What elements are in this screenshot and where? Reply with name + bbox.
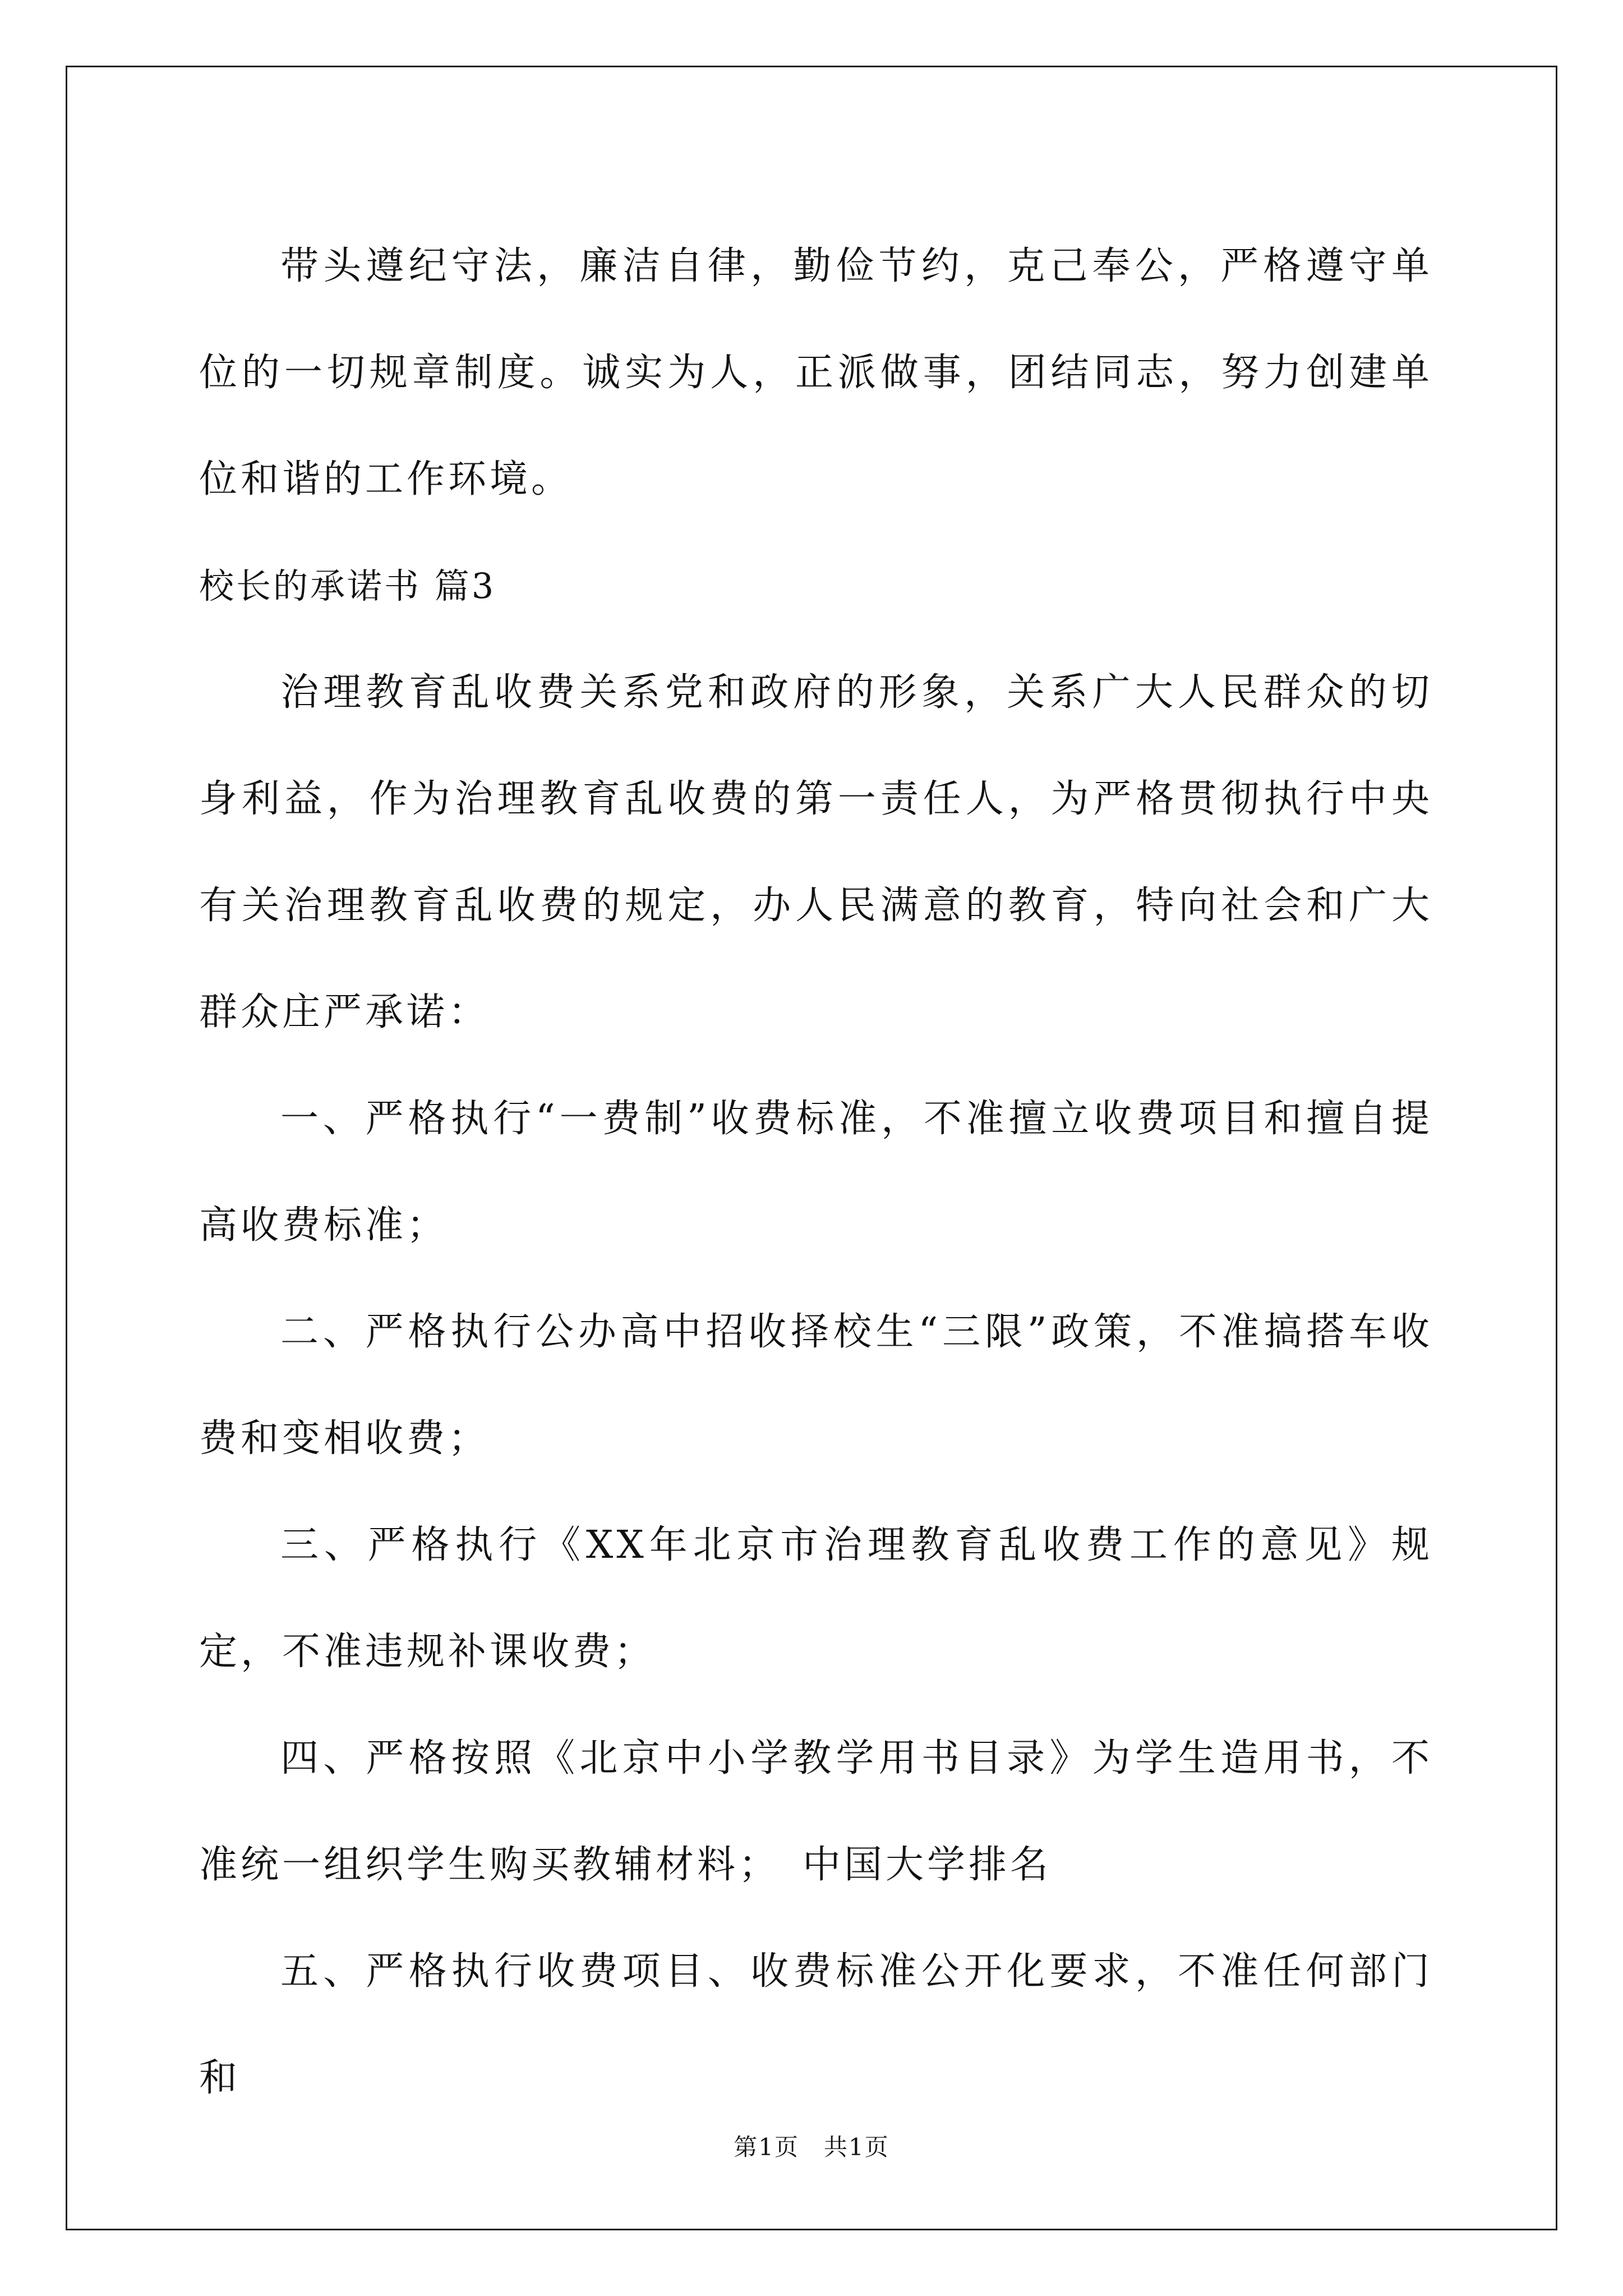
page-footer (0, 2129, 1623, 2162)
paragraph-discipline: 带头遵纪守法，廉洁自律，勤俭节约，克己奉公，严格遵守单位的一切规章制度。诚实为人，正派做事，团结同志，努力创建单位和谐的工作环境。 (199, 244, 1433, 501)
paragraph-item-1: 一、严格执行“一费制”收费标准，不准擅立收费项目和擅自提高收费标准； (199, 1097, 1433, 1248)
page-number-current: 第1页 (734, 2133, 799, 2161)
section-heading: 校长的承诺书 篇3 (199, 565, 496, 606)
paragraph-item-3: 三、严格执行《XX年北京市治理教育乱收费工作的意见》规定，不准违规补课收费； (199, 1523, 1433, 1674)
document-body (199, 213, 1433, 2132)
paragraph-item-5: 五、严格执行收费项目、收费标准公开化要求，不准任何部门和 (199, 1949, 1433, 2100)
paragraph-item-4: 四、严格按照《北京中小学教学用书目录》为学生造用书，不准统一组织学生购买教辅材料； 中国大学排名 (199, 1736, 1433, 1887)
page-number-total: 共1页 (824, 2133, 889, 2161)
paragraph-item-2: 二、严格执行公办高中招收择校生“三限”政策，不准搞搭车收费和变相收费； (199, 1310, 1433, 1461)
paragraph-intro: 治理教育乱收费关系党和政府的形象，关系广大人民群众的切身利益，作为治理教育乱收费的第一责任人，为严格贯彻执行中央有关治理教育乱收费的规定，办人民满意的教育，特向社会和广大群众庄严承诺： (199, 670, 1433, 1034)
